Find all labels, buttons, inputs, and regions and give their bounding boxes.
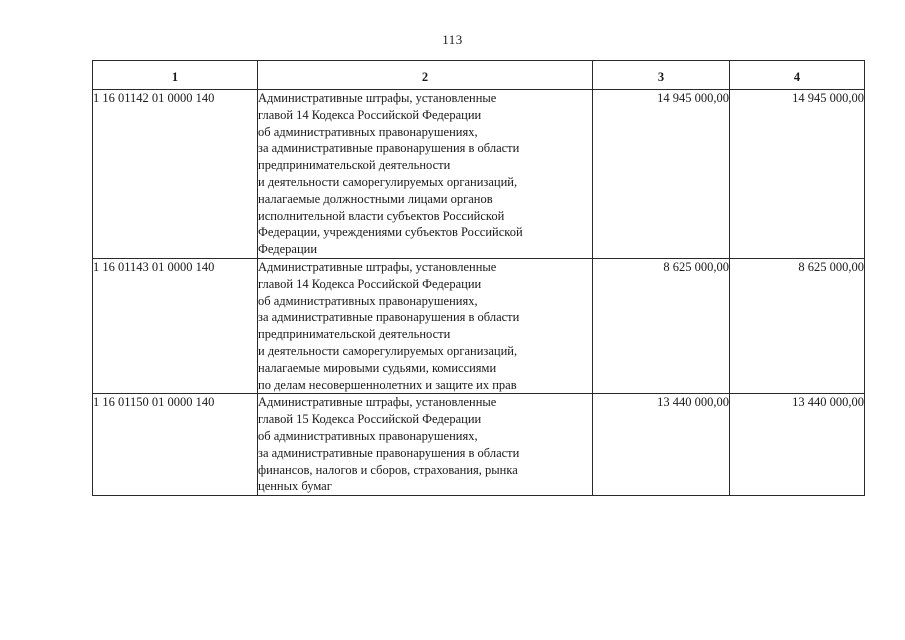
amount-col4-cell: 14 945 000,00 [730,90,865,259]
table-header-row [93,61,865,90]
column-header-3: 3 [593,61,730,90]
description-cell [258,90,593,259]
budget-code-cell: 1 16 01142 01 0000 140 [93,90,258,259]
description-line: об административных правонарушениях, [258,293,478,308]
amount-col4-cell: 13 440 000,00 [730,394,865,496]
column-header-4: 4 [730,61,865,90]
amount-col3-cell: 13 440 000,00 [593,394,730,496]
table-row [93,90,865,259]
description-line: Федерации [258,242,318,257]
amount-col3-cell: 14 945 000,00 [593,90,730,259]
description-line: об административных правонарушениях, [258,428,478,443]
table-row [93,258,865,393]
description-line: исполнительной власти субъектов Российской [258,208,505,223]
budget-code-cell: 1 16 01150 01 0000 140 [93,394,258,496]
description-line: и деятельности саморегулируемых организаций, [258,174,518,189]
description-line: по делам несовершеннолетних и защите их прав [258,377,517,392]
description-line: налагаемые должностными лицами органов [258,191,493,206]
description-cell [258,394,593,496]
budget-table [92,60,865,496]
description-line: главой 15 Кодекса Российской Федерации [258,412,482,427]
description-line: за административные правонарушения в области [258,445,520,460]
description-line: Федерации, учреждениями субъектов Российской [258,225,523,240]
column-header-2: 2 [258,61,593,90]
page-number: 113 [442,32,463,47]
description-line: Административные штрафы, установленные [258,91,497,105]
description-line: главой 14 Кодекса Российской Федерации [258,276,482,291]
description-line: за административные правонарушения в области [258,141,520,156]
description-line: и деятельности саморегулируемых организаций, [258,343,518,358]
description-line: за административные правонарушения в области [258,310,520,325]
description-line: об административных правонарушениях, [258,124,478,139]
description-line: главой 14 Кодекса Российской Федерации [258,107,482,122]
amount-col4-cell: 8 625 000,00 [730,258,865,393]
description-line: финансов, налогов и сборов, страхования, рынка [258,462,518,477]
amount-col3-cell: 8 625 000,00 [593,258,730,393]
description-cell [258,258,593,393]
description-line: предпринимательской деятельности [258,158,451,173]
description-line: Административные штрафы, установленные [258,259,497,274]
column-header-1: 1 [93,61,258,90]
description-line: налагаемые мировыми судьями, комиссиями [258,360,497,375]
budget-code-cell: 1 16 01143 01 0000 140 [93,258,258,393]
table-row [93,394,865,496]
description-line: Административные штрафы, установленные [258,395,497,410]
description-line: ценных бумаг [258,479,332,494]
description-line: предпринимательской деятельности [258,327,451,342]
